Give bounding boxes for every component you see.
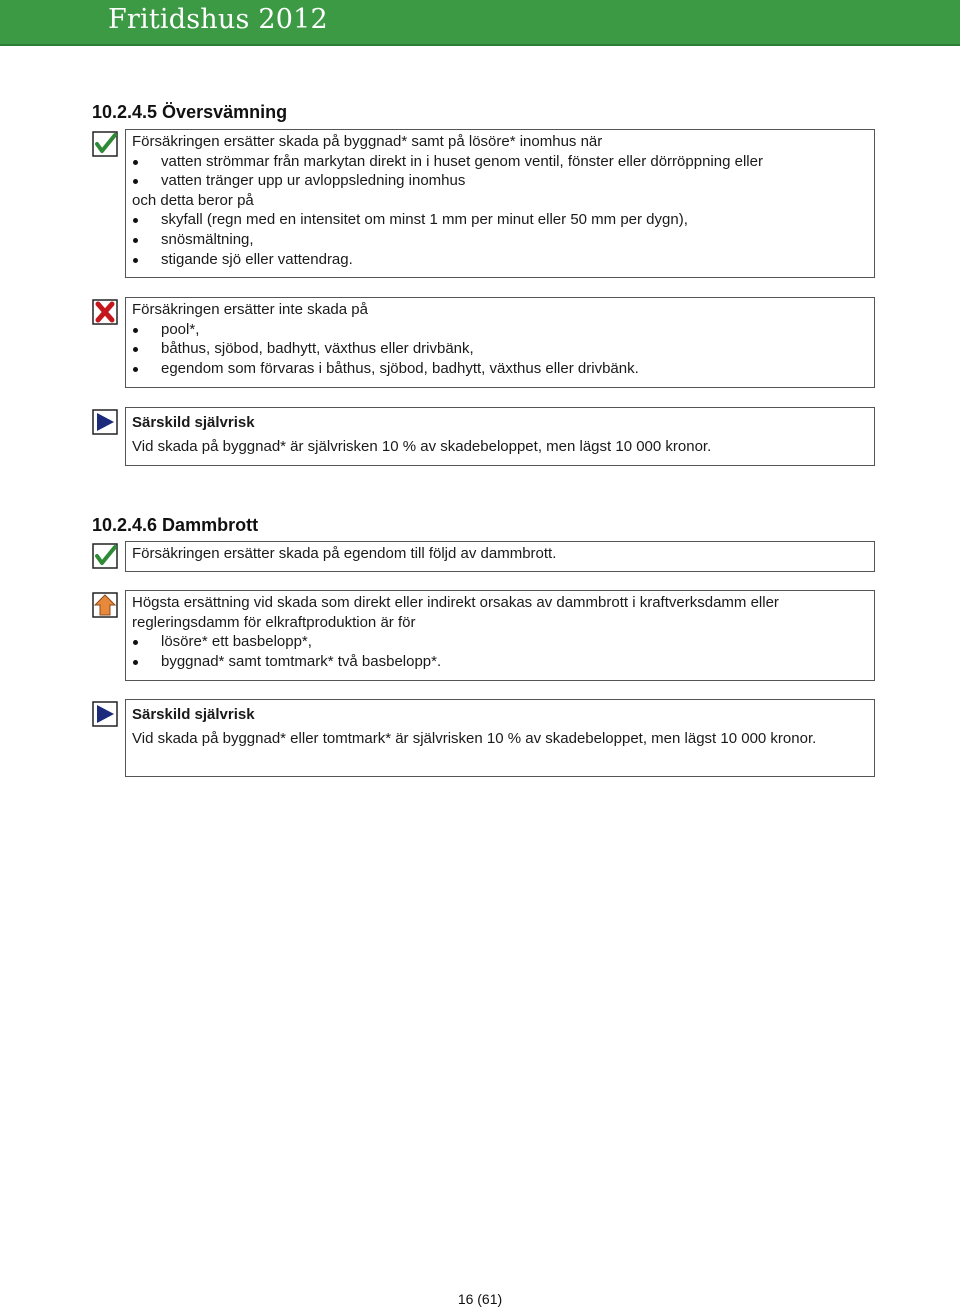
list-item: egendom som förvaras i båthus, sjöbod, badhytt, växthus eller drivbänk. xyxy=(132,359,868,379)
dam-deductible-box xyxy=(125,699,875,777)
header-title: Fritidshus 2012 xyxy=(108,4,328,35)
cross-icon xyxy=(92,299,118,325)
page-number: 16 (61) xyxy=(457,1291,503,1307)
covered-box xyxy=(125,129,875,278)
dam-limit-intro: Högsta ersättning vid skada som direkt eller indirekt orsakas av dammbrott i kraftverksdamm eller regleringsdamm för elkraftproduktion är för xyxy=(132,594,779,631)
list-item: båthus, sjöbod, badhytt, växthus eller drivbänk, xyxy=(132,339,868,359)
section-heading-oversvamning: 10.2.4.5 Översvämning xyxy=(92,102,288,122)
dam-limit-box xyxy=(125,590,875,681)
list-item: lösöre* ett basbelopp*, xyxy=(132,632,868,652)
deductible-box xyxy=(125,407,875,466)
arrow-right-icon xyxy=(92,701,118,727)
list-item: vatten strömmar från markytan direkt in i huset genom ventil, fönster eller dörröppning eller xyxy=(132,152,868,172)
dam-limit-list xyxy=(132,632,868,671)
arrow-up-icon xyxy=(92,592,118,618)
list-item: byggnad* samt tomtmark* två basbelopp*. xyxy=(132,652,868,672)
excluded-list xyxy=(132,320,868,379)
arrow-right-icon xyxy=(92,409,118,435)
excluded-intro: Försäkringen ersätter inte skada på xyxy=(132,301,368,318)
section-heading-dammbrott: 10.2.4.6 Dammbrott xyxy=(92,515,259,535)
list-item: stigande sjö eller vattendrag. xyxy=(132,250,868,270)
covered-list-2 xyxy=(132,210,868,269)
dam-covered-text: Försäkringen ersätter skada på egendom till följd av dammbrott. xyxy=(132,545,557,562)
covered-list-1 xyxy=(132,152,868,191)
dam-deductible-text: Vid skada på byggnad* eller tomtmark* är självrisken 10 % av skadebeloppet, men lägst 10 000 kronor. xyxy=(132,729,817,747)
deductible-title: Särskild självrisk xyxy=(132,414,255,431)
covered-mid: och detta beror på xyxy=(132,191,254,209)
list-item: snösmältning, xyxy=(132,230,868,250)
list-item: skyfall (regn med en intensitet om minst 1 mm per minut eller 50 mm per dygn), xyxy=(132,210,868,230)
checkmark-icon xyxy=(92,543,118,569)
deductible-text: Vid skada på byggnad* är självrisken 10 % av skadebeloppet, men lägst 10 000 kronor. xyxy=(132,437,712,455)
page-header xyxy=(0,0,960,46)
covered-intro: Försäkringen ersätter skada på byggnad* samt på lösöre* inomhus när xyxy=(132,133,603,150)
list-item: vatten tränger upp ur avloppsledning inomhus xyxy=(132,171,868,191)
list-item: pool*, xyxy=(132,320,868,340)
checkmark-icon xyxy=(92,131,118,157)
excluded-box xyxy=(125,297,875,388)
dam-deductible-title: Särskild självrisk xyxy=(132,706,255,723)
dam-covered-box xyxy=(125,541,875,572)
